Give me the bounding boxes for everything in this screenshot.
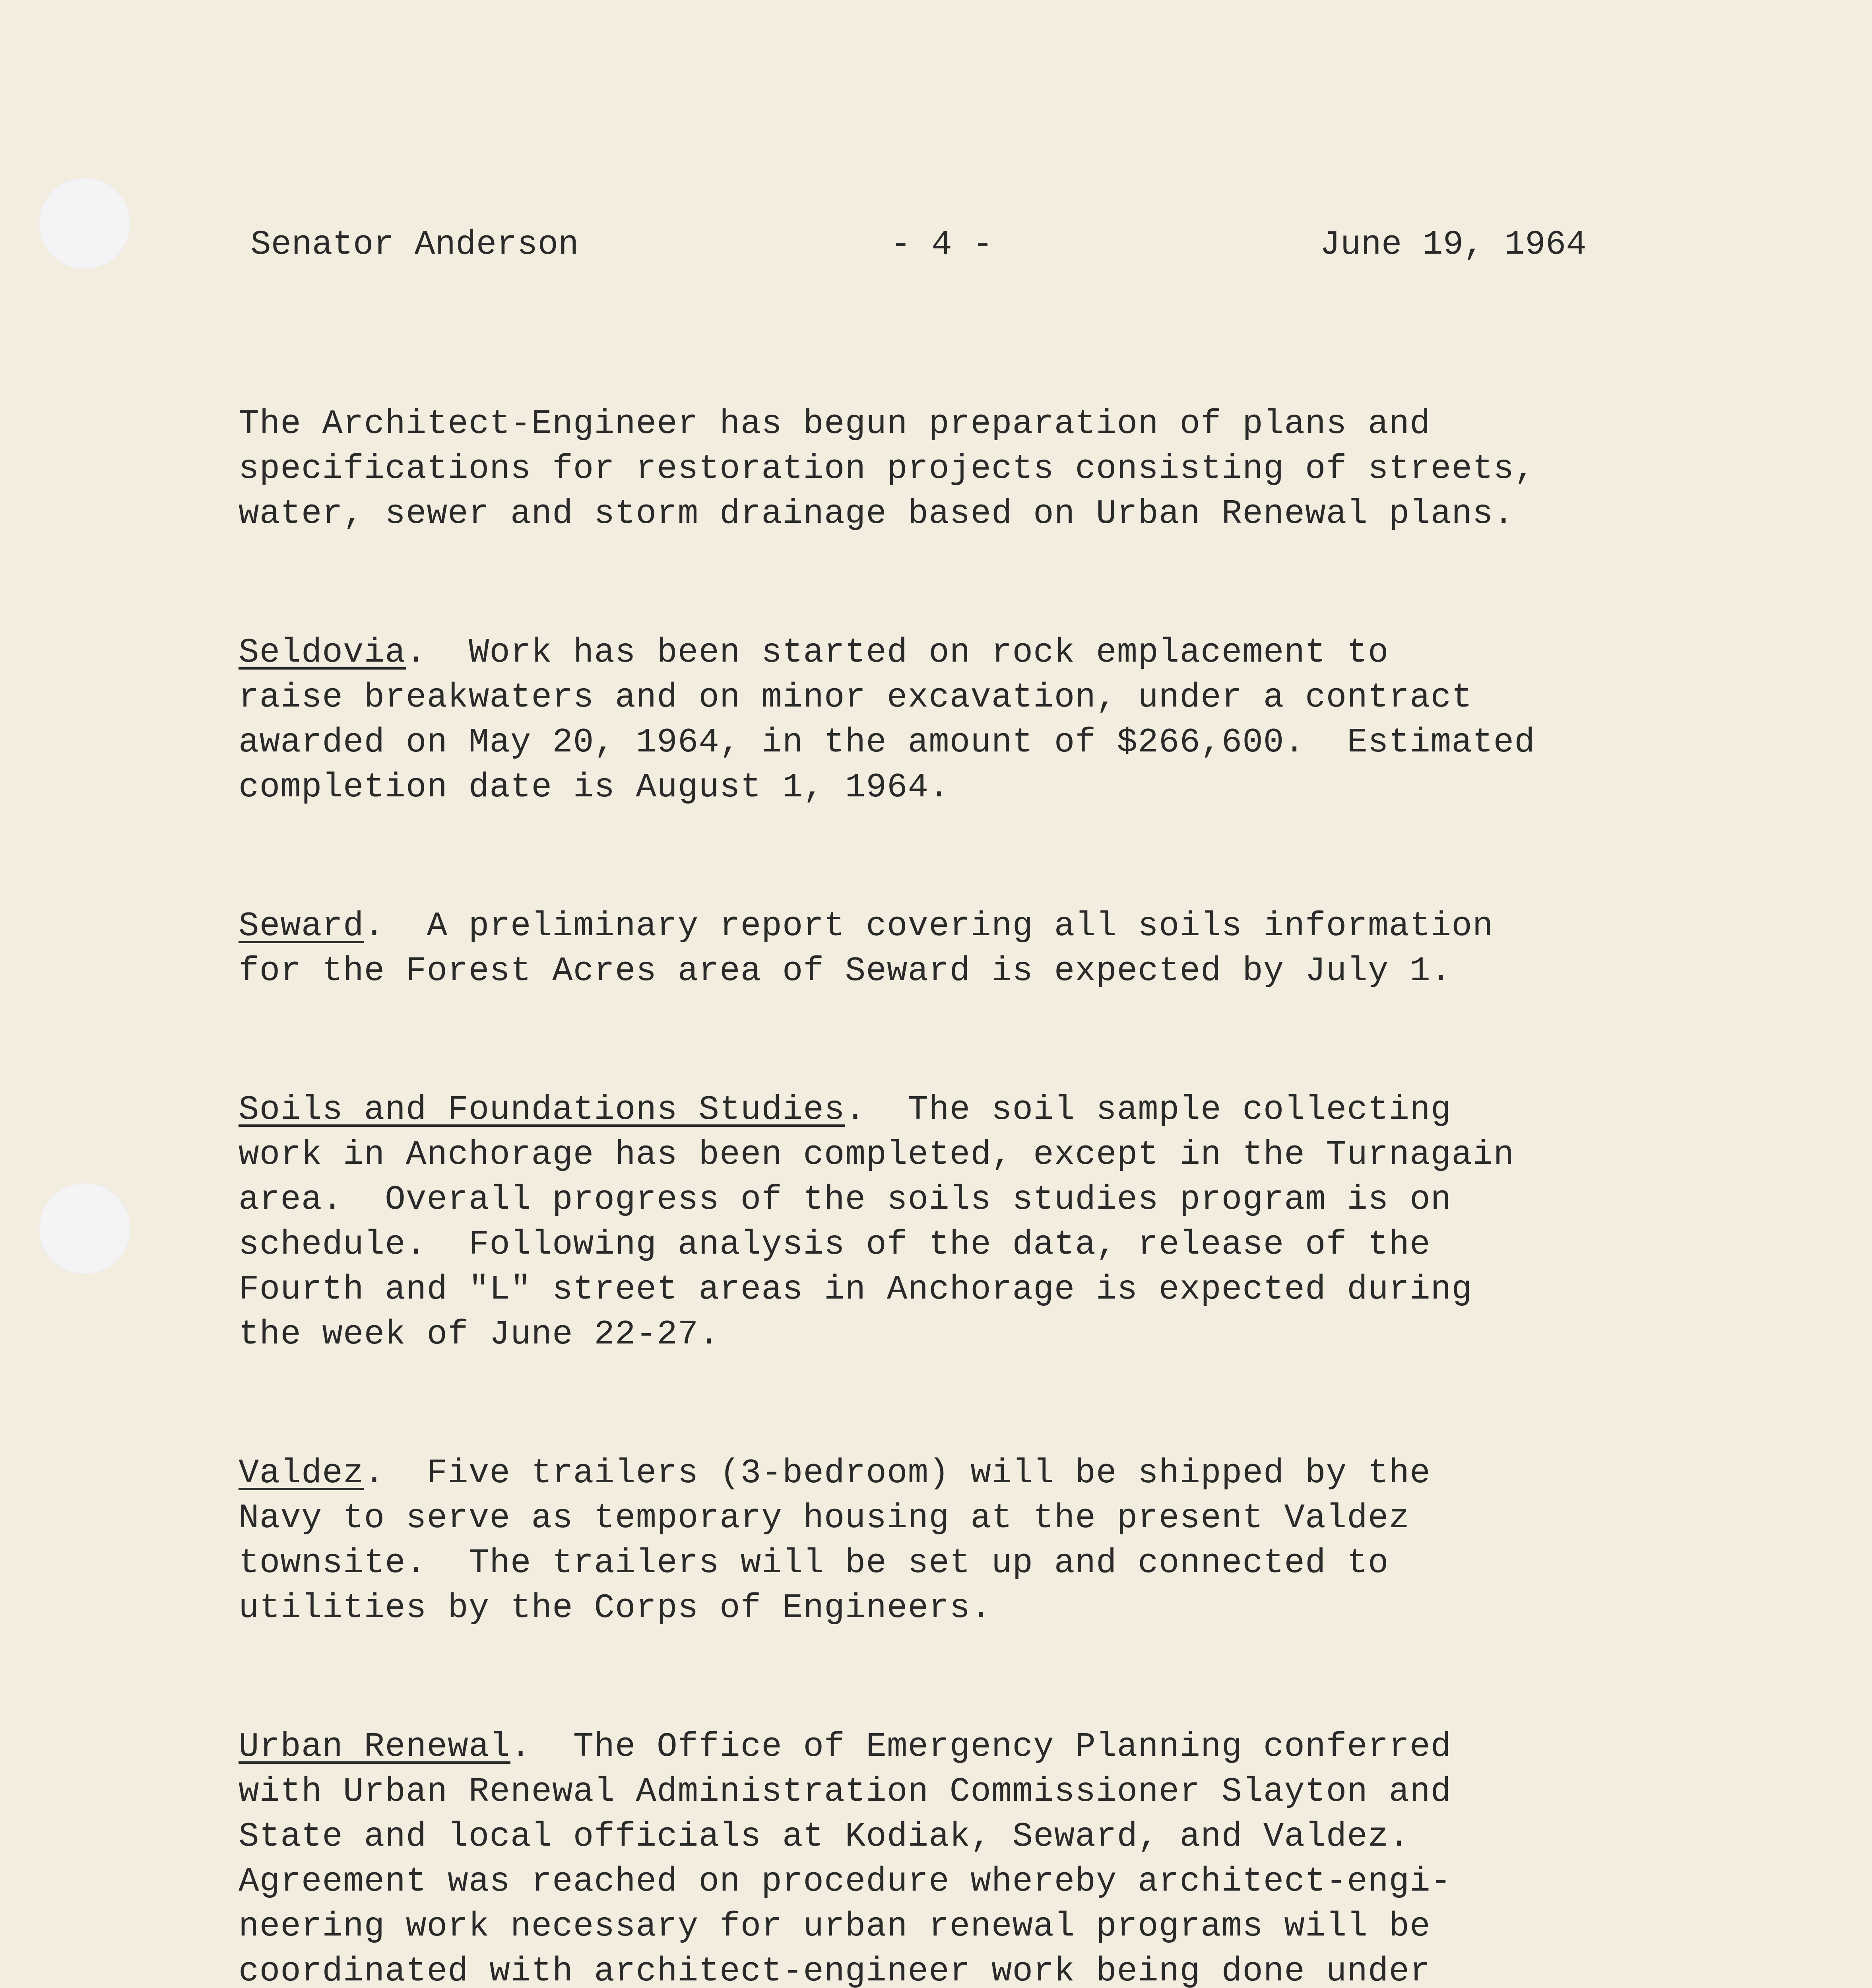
- paragraph-line: awarded on May 20, 1964, in the amount of $266,600. Estimated: [239, 723, 1535, 762]
- paragraph-text: Work has been started on rock emplacement to: [427, 633, 1389, 672]
- page-header: [0, 215, 1872, 274]
- section-seward: [239, 904, 1733, 994]
- paragraph-line: [239, 904, 1733, 949]
- letter-body: [239, 402, 1733, 1988]
- paragraph-text: Five trailers (3-bedroom) will be shipped by the: [385, 1454, 1431, 1493]
- paragraph-line: completion date is August 1, 1964.: [239, 768, 950, 807]
- paragraph-line: with Urban Renewal Administration Commissioner Slayton and: [239, 1772, 1452, 1811]
- section-heading: Seward: [239, 907, 364, 945]
- paragraph-line: [239, 1087, 1733, 1132]
- heading-terminator: .: [405, 633, 427, 672]
- section-valdez: [239, 1451, 1733, 1631]
- paragraph-text: The Office of Emergency Planning conferred: [531, 1727, 1452, 1766]
- paragraph-line: The Architect-Engineer has begun preparation of plans and: [239, 404, 1431, 443]
- paragraph-text: A preliminary report covering all soils information: [385, 907, 1494, 945]
- paragraph-line: [239, 1724, 1733, 1769]
- paragraph-line: for the Forest Acres area of Seward is expected by July 1.: [239, 951, 1452, 990]
- paragraph-line: [239, 1451, 1733, 1496]
- header-date: June 19, 1964: [1320, 225, 1587, 264]
- paragraph-text: The soil sample collecting: [866, 1090, 1452, 1129]
- paragraph-line: coordinated with architect-engineer work being done under: [239, 1952, 1431, 1988]
- section-soils-foundations: [239, 1087, 1733, 1357]
- header-page-number: - 4 -: [890, 225, 993, 264]
- section-urban-renewal: [239, 1724, 1733, 1988]
- paragraph-line: area. Overall progress of the soils studies program is on: [239, 1180, 1452, 1219]
- paragraph-line: utilities by the Corps of Engineers.: [239, 1588, 991, 1627]
- paragraph-line: neering work necessary for urban renewal programs will be: [239, 1907, 1431, 1946]
- paragraph-line: schedule. Following analysis of the data, release of the: [239, 1225, 1431, 1264]
- header-addressee: Senator Anderson: [250, 225, 579, 264]
- paragraph-line: the week of June 22-27.: [239, 1315, 720, 1354]
- paragraph-line: Agreement was reached on procedure whereby architect-engi-: [239, 1862, 1452, 1901]
- section-heading: Valdez: [239, 1454, 364, 1493]
- punch-hole: [39, 1183, 130, 1274]
- paragraph-line: [239, 630, 1733, 675]
- paragraph-line: work in Anchorage has been completed, except in the Turnagain: [239, 1135, 1515, 1174]
- paragraph-line: State and local officials at Kodiak, Seward, and Valdez.: [239, 1817, 1410, 1856]
- section-heading: Urban Renewal: [239, 1727, 510, 1766]
- heading-terminator: .: [364, 1454, 385, 1493]
- paragraph-line: Navy to serve as temporary housing at the present Valdez: [239, 1499, 1410, 1538]
- section-heading: Soils and Foundations Studies: [239, 1090, 845, 1129]
- heading-terminator: .: [364, 907, 385, 945]
- paragraph-line: specifications for restoration projects consisting of streets,: [239, 449, 1535, 488]
- intro-paragraph: [239, 402, 1733, 536]
- paragraph-line: townsite. The trailers will be set up and connected to: [239, 1543, 1389, 1582]
- section-heading: Seldovia: [239, 633, 406, 672]
- heading-terminator: .: [845, 1090, 866, 1129]
- heading-terminator: .: [510, 1727, 532, 1766]
- paragraph-line: raise breakwaters and on minor excavation, under a contract: [239, 678, 1472, 717]
- paragraph-line: Fourth and "L" street areas in Anchorage is expected during: [239, 1270, 1472, 1309]
- section-seldovia: [239, 630, 1733, 810]
- paragraph-line: water, sewer and storm drainage based on Urban Renewal plans.: [239, 494, 1515, 533]
